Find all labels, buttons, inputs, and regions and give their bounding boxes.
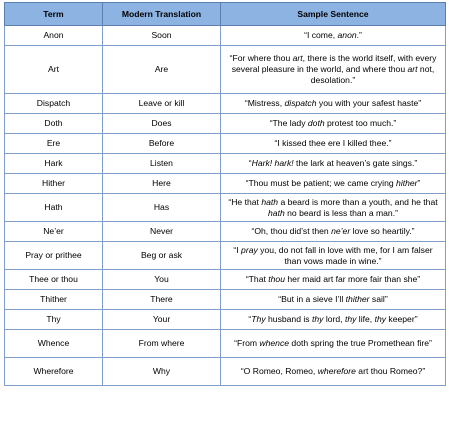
sentence-text: “ <box>248 158 252 168</box>
sentence-text: not, desolation.” <box>310 64 435 85</box>
sentence-text: “I come, <box>304 30 338 40</box>
sentence-cell <box>221 330 446 358</box>
sentence-text: “Mistress, <box>244 98 285 108</box>
table-row <box>5 114 446 134</box>
header-sample-sentence: Sample Sentence <box>221 3 446 26</box>
term-cell: Thee or thou <box>5 270 103 290</box>
sentence-cell <box>221 174 446 194</box>
table-row <box>5 194 446 222</box>
term-cell: Hither <box>5 174 103 194</box>
sentence-text: “ <box>248 314 252 324</box>
sentence-term-emphasis: hath <box>268 207 285 218</box>
table-row <box>5 154 446 174</box>
sentence-cell <box>221 310 446 330</box>
sentence-text: art thou Romeo?” <box>355 366 426 376</box>
term-cell: Whence <box>5 330 103 358</box>
shakespeare-terms-table <box>4 2 446 386</box>
sentence-text: you, do not fall in love with me, for I am falser than vows made in wine.” <box>257 244 433 266</box>
sentence-cell <box>221 270 446 290</box>
translation-cell: Soon <box>103 26 221 46</box>
table-row <box>5 270 446 290</box>
term-cell: Pray or prithee <box>5 242 103 270</box>
sentence-cell <box>221 94 446 114</box>
sentence-cell <box>221 26 446 46</box>
sentence-cell <box>221 114 446 134</box>
table-row <box>5 358 446 386</box>
sentence-text: the lark at heaven’s gate sings.” <box>293 158 418 168</box>
sentence-cell <box>221 134 446 154</box>
term-cell: Ere <box>5 134 103 154</box>
translation-cell: Are <box>103 46 221 94</box>
sentence-term-emphasis: hither <box>396 178 418 188</box>
table-row <box>5 222 446 242</box>
table-body <box>5 26 446 386</box>
sentence-text: sail” <box>369 294 388 304</box>
sentence-text: no beard is less than a man.” <box>284 207 398 218</box>
sentence-term-emphasis: art <box>407 64 418 74</box>
translation-cell: Has <box>103 194 221 222</box>
sentence-text: “Thou must be patient; we came crying <box>245 178 397 188</box>
translation-cell: Leave or kill <box>103 94 221 114</box>
sentence-text: “For where thou <box>229 53 293 63</box>
term-cell: Anon <box>5 26 103 46</box>
translation-cell: Does <box>103 114 221 134</box>
table-row <box>5 134 446 154</box>
translation-cell: Why <box>103 358 221 386</box>
header-term: Term <box>5 3 103 26</box>
sentence-text: “Oh, thou did’st then <box>251 226 332 236</box>
sentence-text: lord, <box>323 314 345 324</box>
sentence-cell <box>221 154 446 174</box>
term-cell: Wherefore <box>5 358 103 386</box>
table-row <box>5 330 446 358</box>
sentence-term-emphasis: hath <box>261 196 279 207</box>
table-row <box>5 290 446 310</box>
sentence-text: “From <box>234 338 260 348</box>
term-cell: Dispatch <box>5 94 103 114</box>
sentence-text: life, <box>356 314 375 324</box>
term-cell: Art <box>5 46 103 94</box>
sentence-text: doth spring the true Promethean fire” <box>289 338 432 348</box>
translation-cell: Never <box>103 222 221 242</box>
sentence-cell <box>221 194 446 222</box>
sentence-term-emphasis: thy <box>344 314 357 324</box>
sentence-term-emphasis: Hark! hark! <box>251 158 294 168</box>
term-cell: Thither <box>5 290 103 310</box>
table-row <box>5 310 446 330</box>
translation-cell: Beg or ask <box>103 242 221 270</box>
translation-cell: Listen <box>103 154 221 174</box>
sentence-cell <box>221 358 446 386</box>
sentence-term-emphasis: dispatch <box>284 98 317 108</box>
sentence-text: “I kissed thee ere I killed thee.” <box>274 138 392 148</box>
sentence-text: a beard is more than a youth, and he that <box>278 196 438 207</box>
sentence-term-emphasis: thither <box>345 294 370 304</box>
sentence-term-emphasis: doth <box>307 118 325 128</box>
translation-cell: From where <box>103 330 221 358</box>
sentence-term-emphasis: art <box>292 53 303 63</box>
sentence-text: “The lady <box>269 118 308 128</box>
sentence-text: “That <box>245 274 269 284</box>
sentence-text: ” <box>417 178 421 188</box>
sentence-text: love so heartily.” <box>350 226 415 236</box>
sentence-term-emphasis: ne’er <box>331 226 351 236</box>
table-row <box>5 46 446 94</box>
term-cell: Hath <box>5 194 103 222</box>
sentence-text: “I <box>233 244 242 255</box>
sentence-text: , there is the world itself, with every several pleasure in the world, and where thou <box>231 53 437 74</box>
sentence-text: you with your safest haste” <box>316 98 422 108</box>
sentence-text: “He that <box>228 196 262 207</box>
sentence-cell <box>221 222 446 242</box>
table-row <box>5 174 446 194</box>
table-row <box>5 26 446 46</box>
shakespeare-terms-table-container <box>4 2 445 386</box>
translation-cell: Here <box>103 174 221 194</box>
table-header <box>5 3 446 26</box>
sentence-term-emphasis: pray <box>241 244 258 255</box>
sentence-cell <box>221 242 446 270</box>
term-cell: Doth <box>5 114 103 134</box>
translation-cell: Before <box>103 134 221 154</box>
sentence-text: “O Romeo, Romeo, <box>240 366 318 376</box>
term-cell: Thy <box>5 310 103 330</box>
term-cell: Ne’er <box>5 222 103 242</box>
translation-cell: You <box>103 270 221 290</box>
sentence-term-emphasis: thy <box>311 314 324 324</box>
sentence-term-emphasis: Thy <box>251 314 266 324</box>
sentence-term-emphasis: wherefore <box>317 366 356 376</box>
term-cell: Hark <box>5 154 103 174</box>
header-row <box>5 3 446 26</box>
header-modern-translation: Modern Translation <box>103 3 221 26</box>
sentence-text: keeper” <box>386 314 418 324</box>
sentence-text: husband is <box>265 314 312 324</box>
sentence-text: protest too much.” <box>324 118 397 128</box>
sentence-text: .” <box>356 30 362 40</box>
translation-cell: Your <box>103 310 221 330</box>
sentence-text: “But in a sieve I’ll <box>278 294 346 304</box>
sentence-term-emphasis: thy <box>374 314 387 324</box>
sentence-term-emphasis: anon <box>337 30 357 40</box>
sentence-term-emphasis: thou <box>268 274 285 284</box>
table-row <box>5 242 446 270</box>
sentence-text: her maid art far more fair than she” <box>285 274 421 284</box>
table-row <box>5 94 446 114</box>
sentence-term-emphasis: whence <box>259 338 290 348</box>
translation-cell: There <box>103 290 221 310</box>
sentence-cell <box>221 46 446 94</box>
sentence-cell <box>221 290 446 310</box>
